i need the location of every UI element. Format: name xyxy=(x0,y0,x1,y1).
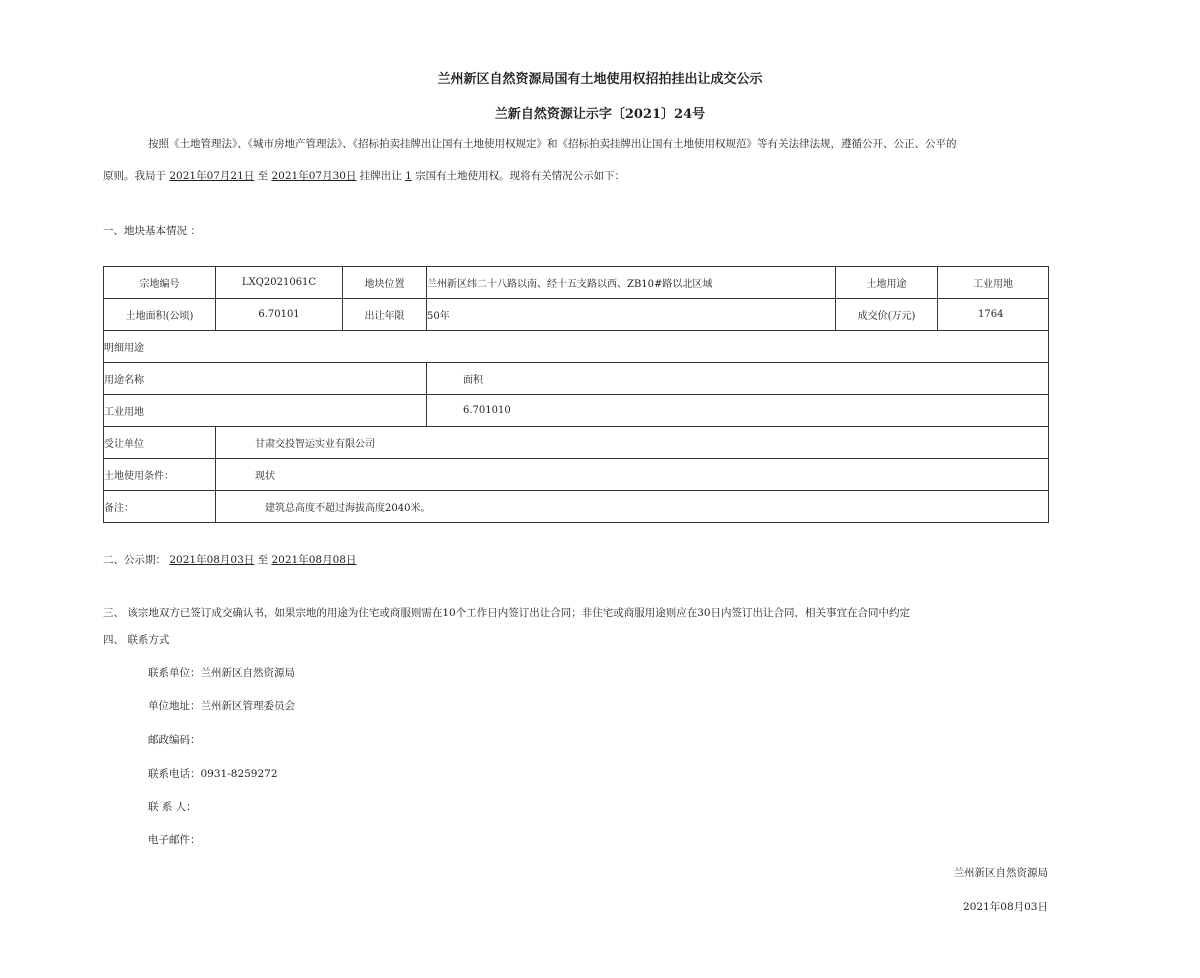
price-value: 1764 xyxy=(938,299,1049,331)
grantee-label: 受让单位 xyxy=(104,427,216,459)
term-value: 50年 xyxy=(427,299,836,331)
term-label: 出让年限 xyxy=(343,299,427,331)
publicity-period xyxy=(103,552,356,567)
table-row xyxy=(104,459,1049,491)
table-row xyxy=(104,491,1049,523)
listing-end-date: 2021年07月30日 xyxy=(271,170,357,182)
period-start: 2021年08月03日 xyxy=(169,554,255,566)
table-row xyxy=(104,299,1049,331)
intro-suffix: 宗国有土地使用权。现将有关情况公示如下： xyxy=(415,170,626,182)
land-area-label: 土地面积(公顷) xyxy=(104,299,216,331)
area-header: 面积 xyxy=(427,363,1049,395)
condition-value: 现状 xyxy=(216,459,1049,491)
intro-prefix: 原则。我局于 xyxy=(103,170,166,182)
table-row xyxy=(104,427,1049,459)
use-name-header: 用途名称 xyxy=(104,363,427,395)
price-label: 成交价(万元) xyxy=(836,299,938,331)
period-to: 至 xyxy=(257,554,269,566)
detail-use-heading: 明细用途 xyxy=(104,331,1049,363)
contact-unit: 联系单位：兰州新区自然资源局 xyxy=(148,667,295,679)
use-area-cell: 6.701010 xyxy=(427,395,1049,427)
intro-line-1: 按照《土地管理法》、《城市房地产管理法》、《招标拍卖挂牌出让国有土地使用权规定》和《招标拍卖挂牌出让国有土地使用权规范》等有关法律法规，遵循公开、公正、公平的 xyxy=(148,138,957,150)
listing-start-date: 2021年07月21日 xyxy=(169,170,255,182)
intro-line-2 xyxy=(103,168,625,183)
grantee-value: 甘肃交投智运实业有限公司 xyxy=(216,427,1049,459)
signature-org: 兰州新区自然资源局 xyxy=(953,867,1048,879)
remark-value: 建筑总高度不超过海拔高度2040米。 xyxy=(216,491,1049,523)
contact-postcode: 邮政编码： xyxy=(148,734,201,746)
parcel-id-label: 宗地编号 xyxy=(104,267,216,299)
period-end: 2021年08月08日 xyxy=(271,554,357,566)
section-4-heading: 四、 联系方式 xyxy=(103,634,170,646)
period-prefix: 二、公示期： xyxy=(103,554,166,566)
document-number: 兰新自然资源让示字〔2021〕24号 xyxy=(494,107,706,122)
section-3-text: 三、 该宗地双方已签订成交确认书，如果宗地的用途为住宅或商服则需在10个工作日内签订出让合同；非住宅或商服用途则应在30日内签订出让合同，相关事宜在合同中约定 xyxy=(103,607,911,619)
land-use-label: 土地用途 xyxy=(836,267,938,299)
to-word: 至 xyxy=(257,170,269,182)
table-row xyxy=(104,267,1049,299)
land-use-value: 工业用地 xyxy=(938,267,1049,299)
signature-date: 2021年08月03日 xyxy=(963,901,1048,913)
use-name-cell: 工业用地 xyxy=(104,395,427,427)
remark-label: 备注： xyxy=(104,491,216,523)
parcel-count: 1 xyxy=(405,170,412,182)
land-info-table xyxy=(103,266,1049,523)
land-area-value: 6.70101 xyxy=(216,299,343,331)
contact-phone: 联系电话：0931-8259272 xyxy=(148,768,278,780)
contact-person: 联 系 人： xyxy=(148,801,197,813)
parcel-id-value: LXQ2021061C xyxy=(216,267,343,299)
condition-label: 土地使用条件： xyxy=(104,459,216,491)
contact-address: 单位地址：兰州新区管理委员会 xyxy=(148,700,295,712)
section-1-heading: 一、地块基本情况 ： xyxy=(103,225,201,237)
location-label: 地块位置 xyxy=(343,267,427,299)
contact-email: 电子邮件： xyxy=(148,834,201,846)
document-title: 兰州新区自然资源局国有土地使用权招拍挂出让成交公示 xyxy=(437,72,763,87)
table-row xyxy=(104,363,1049,395)
table-row xyxy=(104,331,1049,363)
intro-mid: 挂牌出让 xyxy=(359,170,402,182)
table-row xyxy=(104,395,1049,427)
location-value: 兰州新区纬二十八路以南、经十五支路以西、ZB10#路以北区域 xyxy=(427,267,836,299)
